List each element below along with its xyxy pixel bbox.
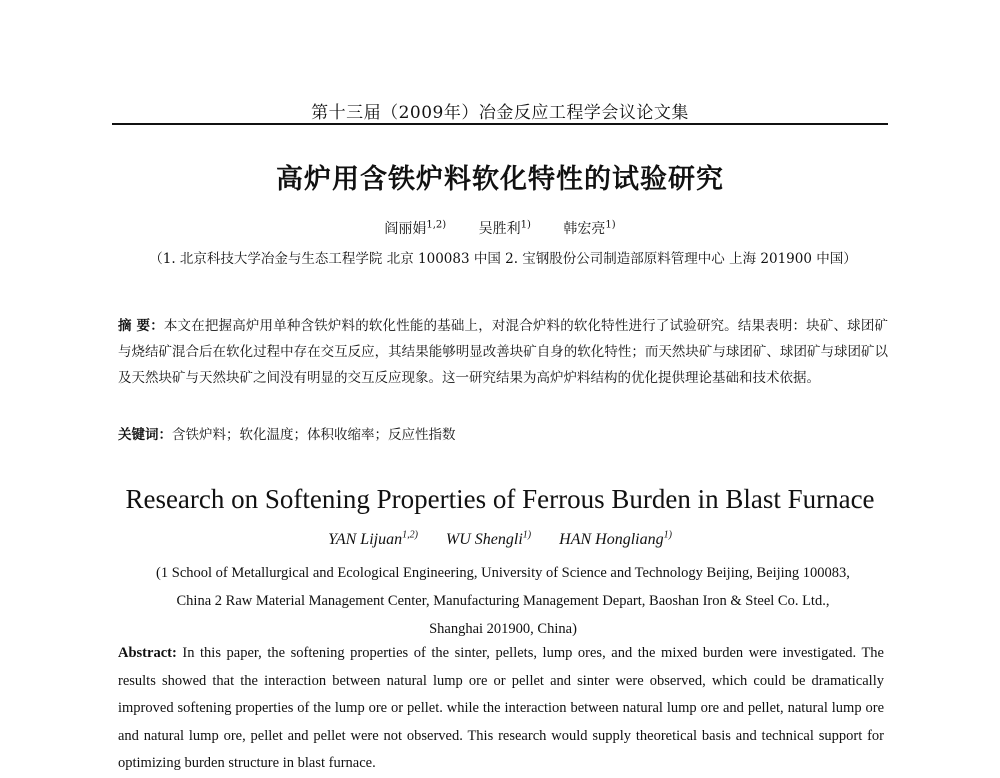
- english-abstract-text: In this paper, the softening properties of the sinter, pellets, lump ores, and the mixed burden were investigated. The results showed that the interaction between natural lump ore or pellet and sinter were observed, which could be dramatically improved softening properties of the lump ore or pellet. while the interaction between natural lump ore and pellet, natural lump ore and natural lump ore, pellet and pellet were not observed. This research would supply theoretical basis and technical support for optimizing burden structure in blast furnace.: [118, 645, 884, 771]
- english-affiliation-line: China 2 Raw Material Management Center, Manufacturing Management Depart, Baoshan Iron & Steel Co. Ltd.,: [176, 593, 830, 609]
- english-authors: [112, 530, 888, 549]
- english-author: YAN Lijuan$^{1,2)}$: [328, 530, 418, 549]
- chinese-abstract-label: 摘 要：: [118, 318, 164, 334]
- chinese-authors: [112, 218, 888, 238]
- header-rule: [112, 123, 888, 125]
- chinese-keywords-text: 含铁炉料；软化温度；体积收缩率；反应性指数: [172, 427, 456, 443]
- chinese-author: 阎丽娟$^{1,2)}$: [384, 219, 447, 237]
- english-affiliation: [118, 559, 888, 643]
- chinese-affiliation: （1. 北京科技大学冶金与生态工程学院 北京 100083 中国 2. 宝钢股份公司制造部原料管理中心 上海 201900 中国）: [149, 251, 857, 267]
- chinese-abstract: [118, 313, 888, 391]
- english-abstract: [118, 640, 884, 778]
- chinese-abstract-text: 本文在把握高炉用单种含铁炉料的软化性能的基础上，对混合炉料的软化特性进行了试验研究。结果表明：块矿、球团矿与烧结矿混合后在软化过程中存在交互反应，其结果能够明显改善块矿自身的软化特性；而天然块矿与球团矿、球团矿与球团矿以及天然块矿与天然块矿之间没有明显的交互反应现象。这一研究结果为高炉炉料结构的优化提供理论基础和技术依据。: [118, 318, 889, 386]
- chinese-author: 韩宏亮$^{1)}$: [563, 219, 616, 237]
- english-author: WU Shengli$^{1)}$: [445, 530, 532, 549]
- chinese-keywords-label: 关键词：: [118, 427, 172, 443]
- english-affiliation-line: Shanghai 201900, China): [429, 621, 577, 637]
- english-affiliation-line: (1 School of Metallurgical and Ecological Engineering, University of Science and Technology Beijing, Beijing 100083,: [156, 565, 850, 581]
- english-author: HAN Hongliang$^{1)}$: [559, 530, 672, 549]
- chinese-title: 高炉用含铁炉料软化特性的试验研究: [276, 164, 724, 195]
- chinese-keywords: [118, 422, 888, 448]
- running-head: 第十三届（2009年）冶金反应工程学会议论文集: [311, 103, 689, 123]
- english-title: Research on Softening Properties of Ferrous Burden in Blast Furnace: [125, 484, 875, 514]
- english-abstract-label: Abstract:: [118, 645, 177, 661]
- chinese-author: 吴胜利$^{1)}$: [478, 219, 531, 237]
